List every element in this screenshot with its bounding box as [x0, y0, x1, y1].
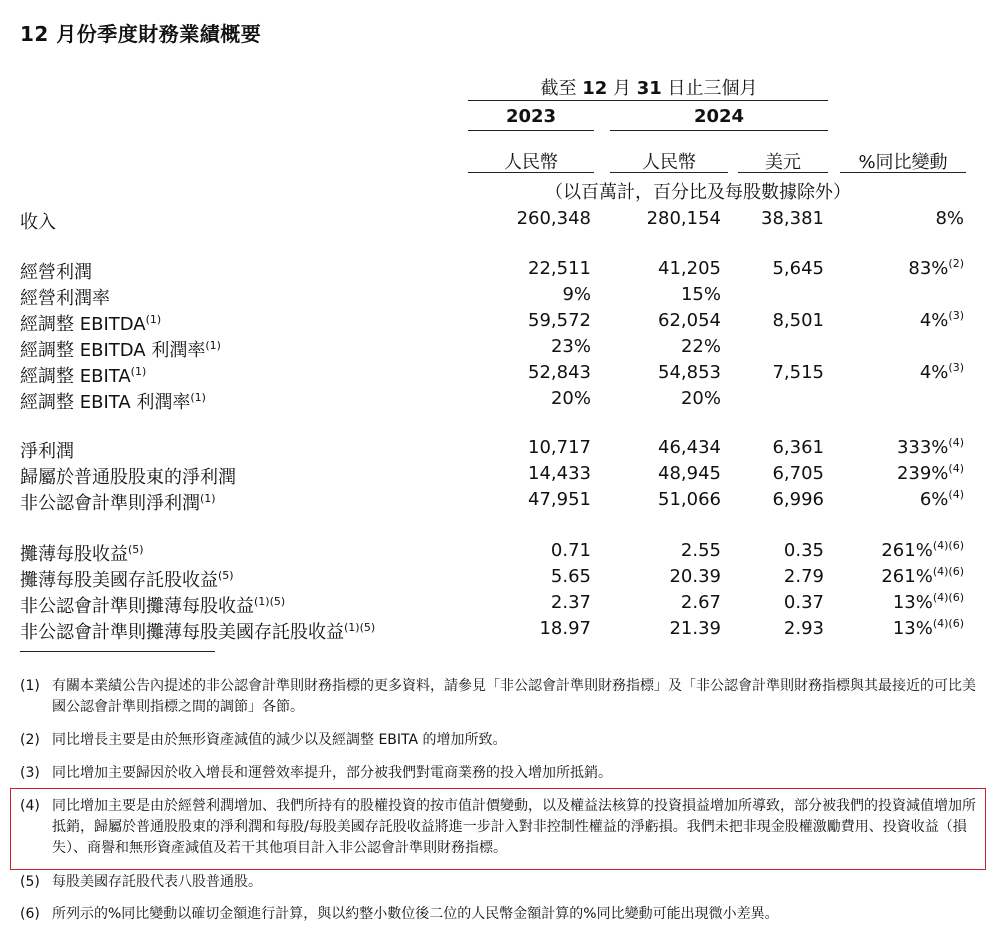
- value-2023-rmb: 14,433: [528, 463, 591, 484]
- value-2023-rmb: 10,717: [528, 437, 591, 458]
- value-yoy-change: 333%$^{(4)}$: [896, 436, 964, 458]
- value-2023-rmb: 52,843: [528, 362, 591, 383]
- row-label: 攤薄每股美國存託股收益$^{(5)}$: [20, 569, 234, 591]
- value-2024-usd: 6,996: [772, 489, 824, 510]
- value-2024-rmb: 2.55: [680, 540, 721, 561]
- value-2023-rmb: 9%: [562, 284, 591, 305]
- value-2024-rmb: 62,054: [658, 310, 721, 331]
- currency-header-1: 人民幣: [504, 152, 558, 173]
- table-row: [0, 618, 1002, 644]
- footnote-rule: [20, 651, 215, 652]
- row-label: 非公認會計準則攤薄每股收益$^{(1)(5)}$: [20, 595, 286, 617]
- table-row: [0, 336, 1002, 362]
- value-2024-usd: 2.93: [783, 618, 824, 639]
- value-2023-rmb: 59,572: [528, 310, 591, 331]
- value-2024-rmb: 54,853: [658, 362, 721, 383]
- value-yoy-change: 4%$^{(3)}$: [919, 309, 964, 331]
- value-2024-usd: 0.35: [783, 540, 824, 561]
- row-label: 經調整 EBITDA 利潤率$^{(1)}$: [20, 339, 221, 361]
- row-label: 非公認會計準則淨利潤$^{(1)}$: [20, 492, 216, 514]
- value-2024-usd: 7,515: [772, 362, 824, 383]
- value-yoy-change: 13%$^{(4)(6)}$: [892, 591, 964, 613]
- value-2024-rmb: 15%: [680, 284, 721, 305]
- value-2023-rmb: 20%: [550, 388, 591, 409]
- value-2024-rmb: 48,945: [658, 463, 721, 484]
- value-yoy-change: 261%$^{(4)(6)}$: [881, 565, 964, 587]
- year-2023-rule: [468, 130, 594, 131]
- table-row: [0, 362, 1002, 388]
- year-2024-rule: [610, 130, 828, 131]
- value-yoy-change: 13%$^{(4)(6)}$: [892, 617, 964, 639]
- table-row: [0, 489, 1002, 515]
- currency-rule-2: [610, 172, 728, 173]
- row-label: 經營利潤率: [20, 288, 110, 309]
- value-2023-rmb: 18.97: [539, 618, 591, 639]
- value-2023-rmb: 5.65: [550, 566, 591, 587]
- units-note: （以百萬計，百分比及每股數據除外）: [545, 182, 851, 203]
- year-2024: 2024: [693, 106, 745, 127]
- value-2024-usd: 2.79: [783, 566, 824, 587]
- row-label: 非公認會計準則攤薄每股美國存託股收益$^{(1)(5)}$: [20, 621, 376, 643]
- period-rule: [468, 100, 828, 101]
- table-row: [0, 463, 1002, 489]
- table-row: [0, 258, 1002, 284]
- value-yoy-change: 6%$^{(4)}$: [919, 488, 964, 510]
- value-2023-rmb: 260,348: [516, 208, 591, 229]
- value-2024-usd: 38,381: [761, 208, 824, 229]
- value-2024-usd: 6,705: [772, 463, 824, 484]
- currency-header-2: 人民幣: [642, 152, 696, 173]
- value-2024-rmb: 41,205: [658, 258, 721, 279]
- value-2024-rmb: 22%: [680, 336, 721, 357]
- value-2023-rmb: 47,951: [528, 489, 591, 510]
- row-label: 收入: [20, 212, 56, 233]
- value-yoy-change: 83%$^{(2)}$: [908, 257, 964, 279]
- currency-header-3: 美元: [765, 152, 801, 173]
- row-label: 經營利潤: [20, 262, 92, 283]
- table-row: [0, 284, 1002, 310]
- row-label: 攤薄每股收益$^{(5)}$: [20, 543, 144, 565]
- value-2024-usd: 8,501: [772, 310, 824, 331]
- table-row: [0, 208, 1002, 234]
- table-row: [0, 388, 1002, 414]
- value-2023-rmb: 22,511: [528, 258, 591, 279]
- currency-rule-1: [468, 172, 594, 173]
- currency-rule-4: [840, 172, 966, 173]
- page-title: 12 月份季度財務業績概要: [20, 22, 262, 46]
- currency-header-4: %同比變動: [858, 152, 948, 173]
- value-yoy-change: 239%$^{(4)}$: [896, 462, 964, 484]
- value-2024-usd: 0.37: [783, 592, 824, 613]
- table-row: [0, 540, 1002, 566]
- row-label: 經調整 EBITDA$^{(1)}$: [20, 313, 162, 335]
- row-label: 歸屬於普通股股東的淨利潤: [20, 467, 236, 488]
- value-2024-rmb: 20%: [680, 388, 721, 409]
- table-row: [0, 566, 1002, 592]
- row-label: 經調整 EBITA$^{(1)}$: [20, 365, 147, 387]
- value-2024-rmb: 2.67: [680, 592, 721, 613]
- value-2024-usd: 5,645: [772, 258, 824, 279]
- value-yoy-change: 261%$^{(4)(6)}$: [881, 539, 964, 561]
- value-2024-rmb: 46,434: [658, 437, 721, 458]
- table-row: [0, 310, 1002, 336]
- currency-rule-3: [738, 172, 828, 173]
- value-yoy-change: 8%: [935, 208, 964, 229]
- value-2023-rmb: 2.37: [550, 592, 591, 613]
- value-yoy-change: 4%$^{(3)}$: [919, 361, 964, 383]
- value-2024-rmb: 51,066: [658, 489, 721, 510]
- value-2023-rmb: 23%: [550, 336, 591, 357]
- year-2023: 2023: [505, 106, 557, 127]
- value-2024-rmb: 280,154: [646, 208, 721, 229]
- value-2024-usd: 6,361: [772, 437, 824, 458]
- value-2024-rmb: 21.39: [669, 618, 721, 639]
- value-2024-rmb: 20.39: [669, 566, 721, 587]
- period-header: 截至 12 月 31 日止三個月: [540, 78, 758, 99]
- row-label: 淨利潤: [20, 441, 74, 462]
- value-2023-rmb: 0.71: [550, 540, 591, 561]
- table-row: [0, 437, 1002, 463]
- table-row: [0, 592, 1002, 618]
- row-label: 經調整 EBITA 利潤率$^{(1)}$: [20, 391, 206, 413]
